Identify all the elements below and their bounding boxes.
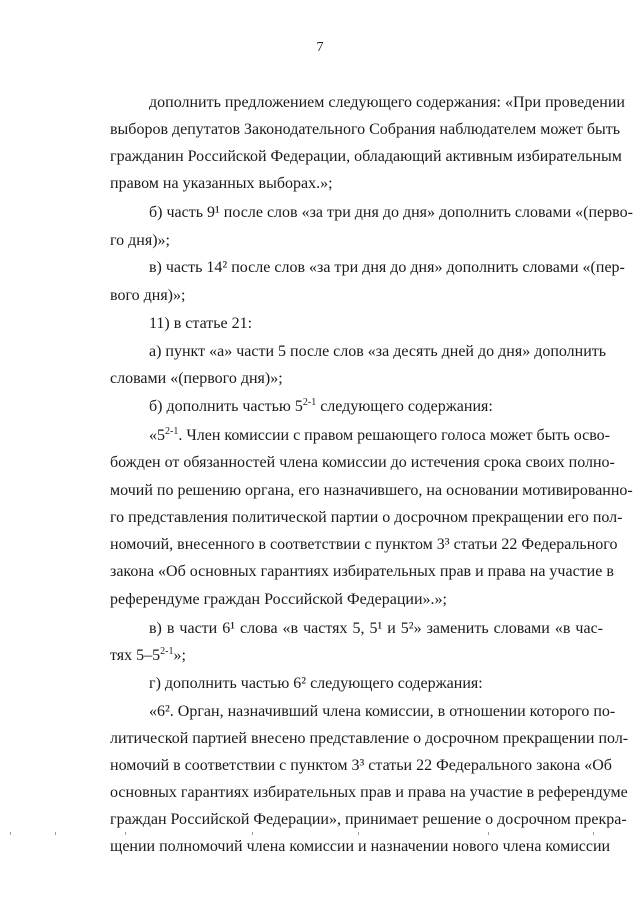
text-line: в) в части 6¹ слова «в частях 5, 5¹ и 5²» заменить словами «в час- xyxy=(149,620,603,637)
text-line: «5$^{2-1}$. Член комиссии с правом решающего голоса может быть осво- xyxy=(149,426,611,444)
text-line: б) часть 9¹ после слов «за три дня до дня» дополнить словами «(перво- xyxy=(149,204,633,221)
text-line: щении полномочий члена комиссии и назначении нового члена комиссии xyxy=(110,838,611,855)
text-line: основных гарантиях избирательных прав и права на участие в референдуме xyxy=(110,784,628,801)
text-line: литической партией внесено представление о досрочном прекращении пол- xyxy=(110,730,629,747)
text-line: 11) в статье 21: xyxy=(149,315,253,332)
text-line: номочий, внесенного в соответствии с пунктом 3³ статьи 22 Федерального xyxy=(110,536,618,553)
text-line: дополнить предложением следующего содержания: «При проведении xyxy=(149,94,625,111)
text-line: граждан Российской Федерации», принимает решение о досрочном прекра- xyxy=(110,811,627,828)
scan-dot xyxy=(125,832,126,835)
scan-dot xyxy=(10,832,11,835)
text-line: гражданин Российской Федерации, обладающий активным избирательным xyxy=(110,148,622,165)
text-line: выборов депутатов Законодательного Собрания наблюдателем может быть xyxy=(110,121,621,138)
text-line: номочий в соответствии с пунктом 3³ статьи 22 Федерального закона «Об xyxy=(110,757,612,774)
text-line: закона «Об основных гарантиях избирательных прав и права на участие в xyxy=(110,563,614,580)
text-line: г) дополнить частью 6² следующего содержания: xyxy=(149,675,483,692)
text-line: го дня)»; xyxy=(110,232,170,249)
scan-dot xyxy=(593,832,594,835)
text-line: словами «(первого дня)»; xyxy=(110,370,283,387)
text-line: божден от обязанностей члена комиссии до истечения срока своих полно- xyxy=(110,454,615,471)
text-line: вого дня)»; xyxy=(110,287,186,304)
scan-dot xyxy=(488,832,489,835)
text-line: в) часть 14² после слов «за три дня до дня» дополнить словами «(пер- xyxy=(149,259,625,276)
text-line: «6². Орган, назначивший члена комиссии, в отношении которого по- xyxy=(149,703,616,720)
scan-dot xyxy=(358,832,359,835)
text-line: а) пункт «а» части 5 после слов «за десять дней до дня» дополнить xyxy=(149,343,607,360)
text-line: правом на указанных выборах.»; xyxy=(110,175,333,192)
text-line: го представления политической партии о досрочном прекращении его пол- xyxy=(110,509,623,526)
page-number: 7 xyxy=(316,40,324,55)
text-line: референдуме граждан Российской Федерации».»; xyxy=(110,591,447,608)
scan-dot xyxy=(55,832,56,835)
text-line: б) дополнить частью 5$^{2-1}$ следующего содержания: xyxy=(149,397,493,415)
text-line: мочий по решению органа, его назначившего, на основании мотивированно- xyxy=(110,482,633,499)
scan-dot xyxy=(252,832,253,835)
text-line: тях 5–5$^{2-1}$»; xyxy=(110,646,186,664)
